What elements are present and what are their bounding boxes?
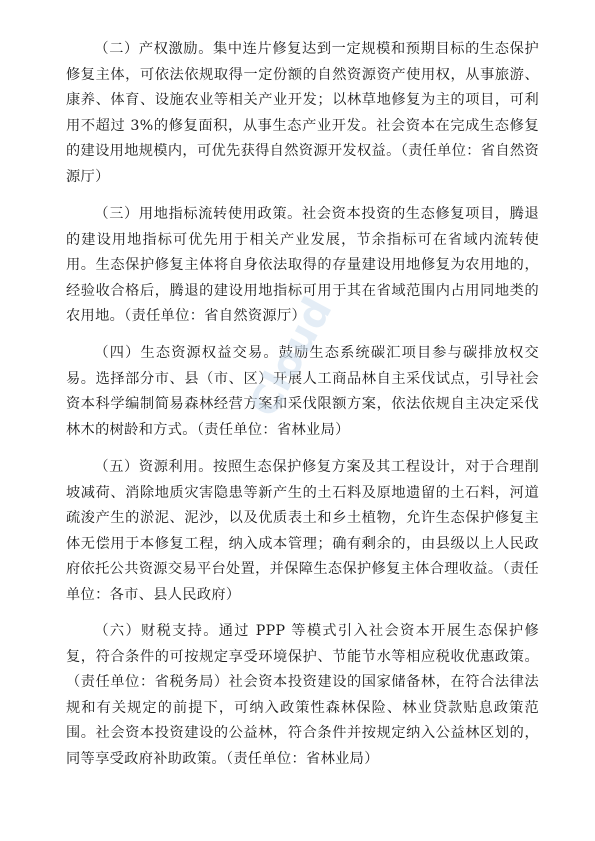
paragraph-property-incentive: （二）产权激励。集中连片修复达到一定规模和预期目标的生态保护修复主体，可依法依规取得一定份额的自然资源资产使用权，从事旅游、康养、体育、设施农业等相关产业开发；以林草地修复为主的项目，可利用不超过 3%的修复面积，从事生态产业开发。社会资本在完成生态修复的建设用地规模内，可优先获得自然资源开发权益。（责任单位：省自然资源厅） xyxy=(66,41,539,185)
paragraph-fiscal-tax-support: （六）财税支持。通过 PPP 等模式引入社会资本开展生态保护修复，符合条件的可按规定享受环境保护、节能节水等相应税收优惠政策。（责任单位：省税务局）社会资本投资建设的国家储备林，在符合法律法规和有关规定的前提下，可纳入政策性森林保险、林业贷款贴息政策范围。社会资本投资建设的公益林，符合条件并按规定纳入公益林区划的，同等享受政府补助政策。（责任单位：省林业局） xyxy=(66,623,539,767)
paragraph-ecological-rights-trading: （四）生态资源权益交易。鼓励生态系统碳汇项目参与碳排放权交易。选择部分市、县（市、区）开展人工商品林自主采伐试点，引导社会资本科学编制简易森林经营方案和采伐限额方案，依法依规自主决定采伐林木的树龄和方式。（责任单位：省林业局） xyxy=(66,345,539,438)
paragraph-resource-utilization: （五）资源利用。按照生态保护修复方案及其工程设计，对于合理削坡减荷、消除地质灾害隐患等新产生的土石料及原地遗留的土石料，河道疏浚产生的淤泥、泥沙，以及优质表土和乡土植物，允许生态保护修复主体无偿用于本修复工程，纳入成本管理；确有剩余的，由县级以上人民政府依托公共资源交易平台处置，并保障生态保护修复主体合理收益。（责任单位：各市、县人民政府） xyxy=(66,459,539,603)
paragraph-land-quota-transfer: （三）用地指标流转使用政策。社会资本投资的生态修复项目，腾退的建设用地指标可优先用于相关产业发展，节余指标可在省域内流转使用。生态保护修复主体将自身依法取得的存量建设用地修复为农用地的，经验收合格后，腾退的建设用地指标可用于其在省域范围内占用同地类的农用地。（责任单位：省自然资源厅） xyxy=(66,206,539,324)
watermark-logo: Cloud xyxy=(240,290,342,425)
